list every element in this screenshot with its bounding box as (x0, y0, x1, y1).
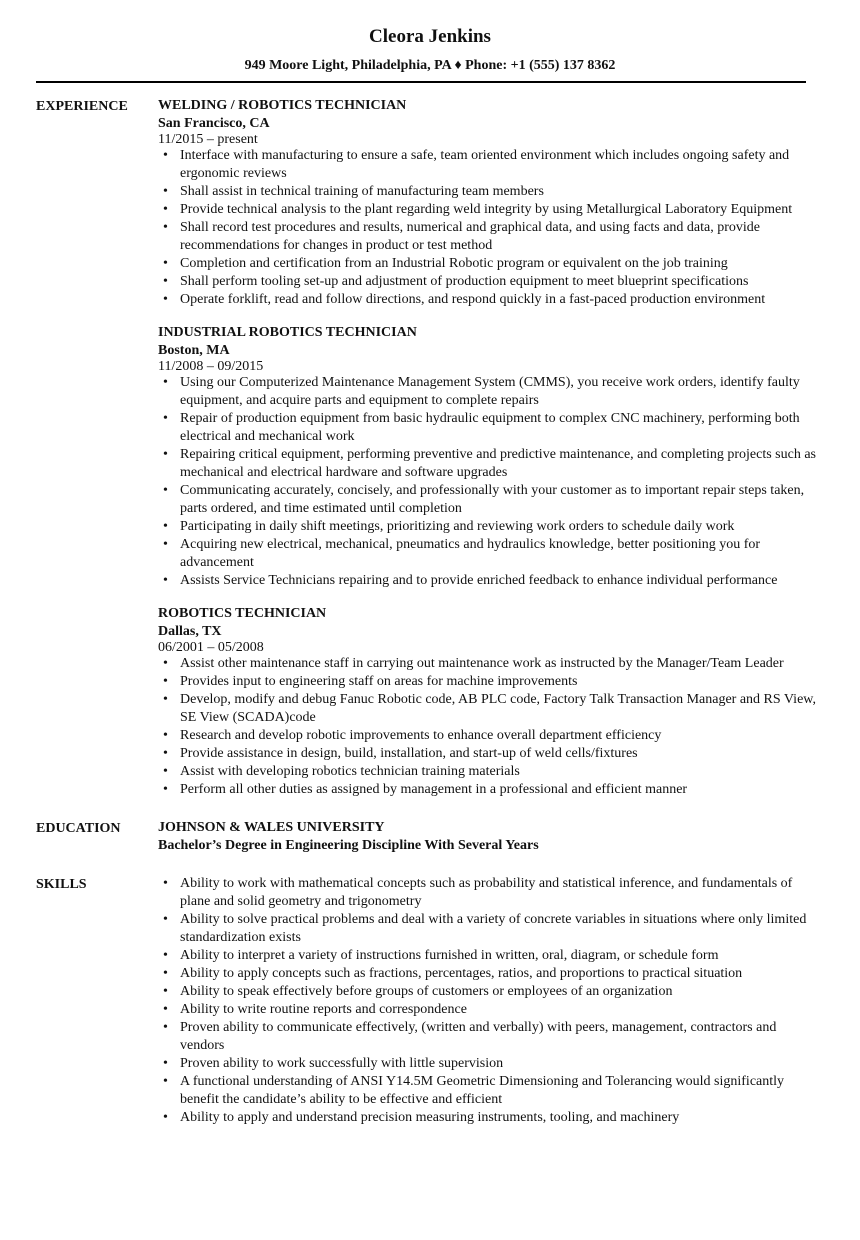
duty-item: • Assist with developing robotics technician training materials (180, 763, 824, 781)
duty-item: • Research and develop robotic improvements to enhance overall department efficiency (180, 727, 824, 745)
job-duties (158, 147, 824, 309)
school-name: JOHNSON & WALES UNIVERSITY (158, 820, 385, 835)
duty-item: • Assist other maintenance staff in carrying out maintenance work as instructed by the Manager/Team Leader (180, 655, 824, 673)
duty-item: • Participating in daily shift meetings, prioritizing and reviewing work orders to schedule daily work (180, 518, 824, 536)
skill-item: • Ability to apply and understand precision measuring instruments, tooling, and machinery (180, 1109, 824, 1127)
duty-item: • Using our Computerized Maintenance Management System (CMMS), you receive work orders, identify faulty equipment, and acquire parts and equipment to complete repairs (180, 374, 824, 410)
duty-item: • Develop, modify and debug Fanuc Robotic code, AB PLC code, Factory Talk Transaction Manager and RS View, SE View (SCADA)code (180, 691, 824, 727)
section-label-experience: EXPERIENCE (36, 99, 128, 114)
skills-list (158, 875, 824, 1127)
degree: Bachelor’s Degree in Engineering Discipline With Several Years (158, 838, 539, 853)
experience-body (158, 97, 824, 799)
job-dates: 11/2008 – 09/2015 (158, 359, 264, 374)
duty-item: • Perform all other duties as assigned by management in a professional and efficient manner (180, 781, 824, 799)
job-entry (158, 605, 824, 799)
section-label-skills: SKILLS (36, 877, 87, 892)
duty-item: • Shall assist in technical training of manufacturing team members (180, 183, 824, 201)
resume-header (36, 24, 824, 83)
skills-section (36, 875, 824, 1127)
skill-item: • Ability to work with mathematical concepts such as probability and statistical inference, and fundamentals of plane and solid geometry and trigonometry (180, 875, 824, 911)
job-entry (158, 97, 824, 309)
education-section (36, 819, 824, 855)
skill-item: • Proven ability to communicate effectively, (written and verbally) with peers, management, contractors and vendors (180, 1019, 824, 1055)
skill-item: • A functional understanding of ANSI Y14.5M Geometric Dimensioning and Tolerancing would significantly benefit the candidate’s ability to be effective and efficient (180, 1073, 824, 1109)
job-title: ROBOTICS TECHNICIAN (158, 606, 327, 621)
candidate-name: Cleora Jenkins (369, 26, 491, 47)
skill-item: • Proven ability to work successfully with little supervision (180, 1055, 824, 1073)
header-divider (36, 81, 806, 83)
duty-item: • Completion and certification from an Industrial Robotic program or equivalent on the job training (180, 255, 824, 273)
job-dates: 06/2001 – 05/2008 (158, 640, 264, 655)
duty-item: • Interface with manufacturing to ensure a safe, team oriented environment which includes ongoing safety and ergonomic reviews (180, 147, 824, 183)
job-duties (158, 374, 824, 590)
skills-body (158, 875, 824, 1127)
skill-item: • Ability to write routine reports and correspondence (180, 1001, 824, 1019)
duty-item: • Provide technical analysis to the plant regarding weld integrity by using Metallurgical Laboratory Equipment (180, 201, 824, 219)
duty-item: • Assists Service Technicians repairing and to provide enriched feedback to enhance individual performance (180, 572, 824, 590)
education-body (158, 819, 824, 855)
duty-item: • Provides input to engineering staff on areas for machine improvements (180, 673, 824, 691)
duty-item: • Repair of production equipment from basic hydraulic equipment to complex CNC machinery, performing both electrical and mechanical work (180, 410, 824, 446)
duty-item: • Shall perform tooling set-up and adjustment of production equipment to meet blueprint specifications (180, 273, 824, 291)
contact-line: 949 Moore Light, Philadelphia, PA ♦ Phone: +1 (555) 137 8362 (244, 58, 616, 73)
skill-item: • Ability to speak effectively before groups of customers or employees of an organization (180, 983, 824, 1001)
job-title: WELDING / ROBOTICS TECHNICIAN (158, 98, 407, 113)
skill-item: • Ability to solve practical problems and deal with a variety of concrete variables in situations where only limited standardization exists (180, 911, 824, 947)
job-title: INDUSTRIAL ROBOTICS TECHNICIAN (158, 325, 417, 340)
section-label-education: EDUCATION (36, 821, 121, 836)
job-dates: 11/2015 – present (158, 132, 258, 147)
duty-item: • Operate forklift, read and follow directions, and respond quickly in a fast-paced production environment (180, 291, 824, 309)
duty-item: • Acquiring new electrical, mechanical, pneumatics and hydraulics knowledge, better positioning you for advancement (180, 536, 824, 572)
duty-item: • Provide assistance in design, build, installation, and start-up of weld cells/fixtures (180, 745, 824, 763)
job-location: Dallas, TX (158, 624, 222, 639)
skill-item: • Ability to apply concepts such as fractions, percentages, ratios, and proportions to practical situation (180, 965, 824, 983)
job-entry (158, 324, 824, 590)
duty-item: • Shall record test procedures and results, numerical and graphical data, and using facts and data, provide recommendations for changes in product or test method (180, 219, 824, 255)
experience-section (36, 97, 824, 799)
skill-item: • Ability to interpret a variety of instructions furnished in written, oral, diagram, or schedule form (180, 947, 824, 965)
job-duties (158, 655, 824, 799)
job-location: San Francisco, CA (158, 116, 270, 131)
duty-item: • Communicating accurately, concisely, and professionally with your customer as to important repair steps taken, parts ordered, and time estimated until completion (180, 482, 824, 518)
duty-item: • Repairing critical equipment, performing preventive and predictive maintenance, and completing projects such as mechanical and electrical hardware and software upgrades (180, 446, 824, 482)
job-location: Boston, MA (158, 343, 230, 358)
